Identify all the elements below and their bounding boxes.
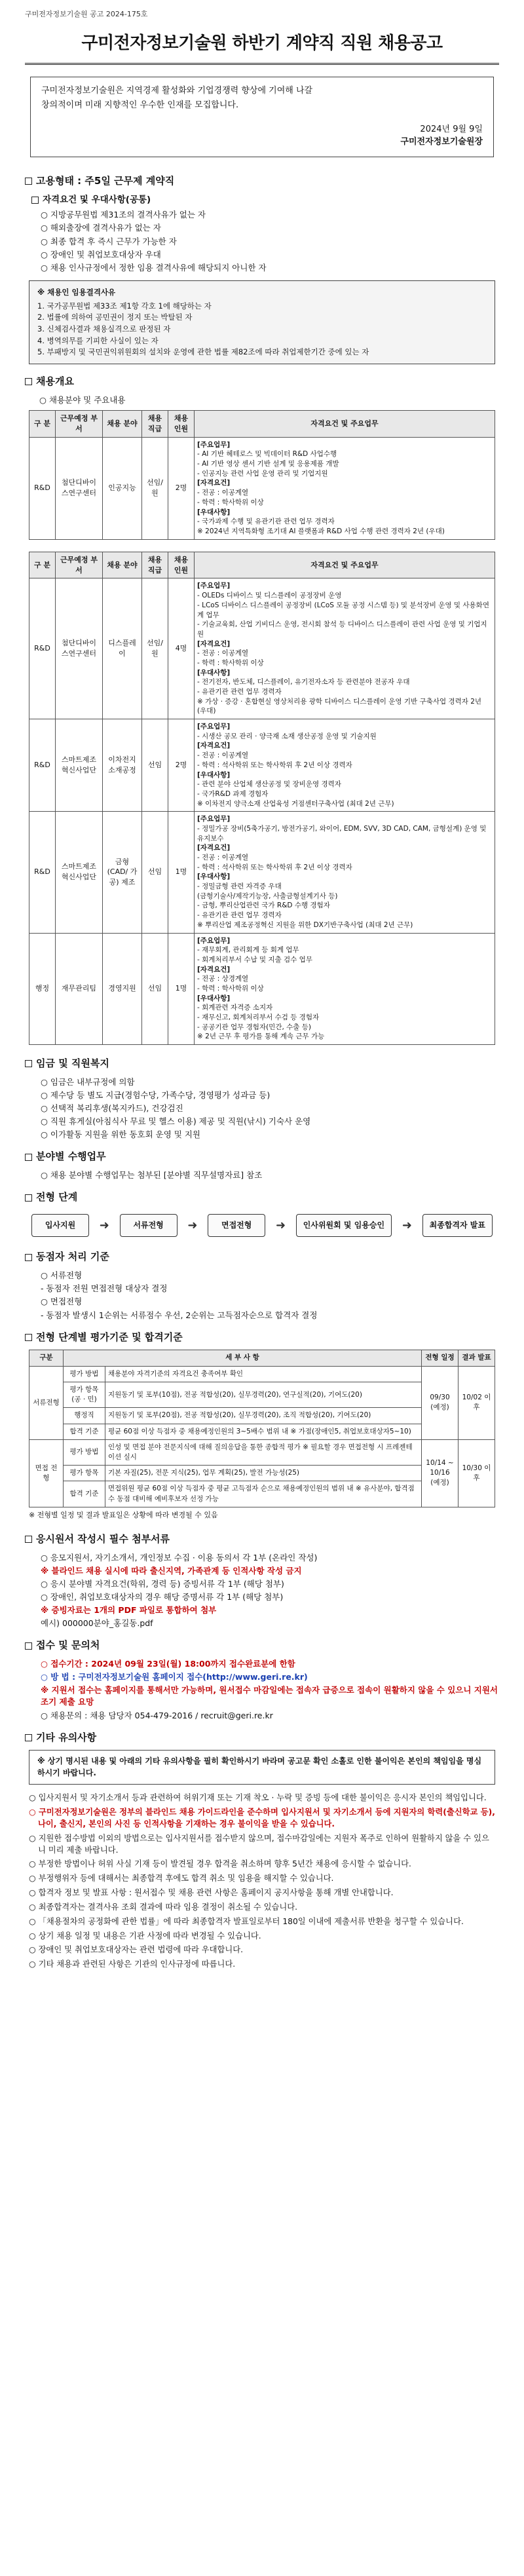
requirement-line: - LCoS 디바이스 디스플레이 공정장비 (LCoS 모듈 공정 시스템 등) 및 분석장비 운영 및 사용화연계 업무 (197, 601, 489, 619)
eval-label: 평가 방법 (64, 1439, 105, 1465)
table-header: 채용 분야 (103, 410, 142, 437)
requirement-line: [우대사항] (197, 508, 231, 516)
cell-gubun: R&D (29, 812, 56, 933)
eval-text: 기본 자질(25), 전문 지식(25), 업무 계획(25), 발전 가능성(25) (105, 1466, 422, 1481)
requirement-line: - AI 기반 헤테로스 및 빅데이터 R&D 사업수행 (197, 450, 337, 459)
cell-requirements (195, 933, 495, 1045)
requirement-line: ※ 2년 근무 후 평가를 통해 계속 근무 가능 (197, 1032, 325, 1041)
cell-count: 2명 (168, 719, 195, 812)
notes-list (29, 1792, 495, 1971)
duties-list (41, 1169, 499, 1181)
process-flow (31, 1214, 493, 1237)
recruit-subtitle: ○ 채용분야 및 주요내용 (39, 394, 126, 405)
requirement-line: [우대사항] (197, 873, 231, 881)
requirement-line: - AI 기반 영상 센서 기반 설계 및 응용제품 개발 (197, 460, 339, 468)
recruit-table-1 (29, 410, 495, 540)
square-bullet-icon (25, 1334, 32, 1341)
requirement-line: [주요업무] (197, 723, 231, 731)
table-header: 전형 일정 (422, 1350, 458, 1366)
cell-grade: 선임/원 (142, 578, 168, 719)
list-item: 2. 법률에 의하여 공민권이 정지 또는 박탈된 자 (37, 313, 193, 322)
list-item: ○ 부정한 방법이나 허위 사실 기재 등이 발견될 경우 합격을 취소하며 향후 5년간 채용에 응시할 수 없습니다. (29, 1859, 411, 1869)
arrow-right-icon: ➜ (402, 1218, 412, 1232)
table-row (29, 933, 495, 1045)
list-item: 예시) 000000분야_홍길동.pdf (41, 1618, 153, 1629)
eval-text: 지원동기 및 포부(10점), 전공 적합성(20), 실무경력(20), 연구실적(20), 기여도(20) (105, 1382, 422, 1407)
requirement-line: [자격요건] (197, 479, 231, 487)
list-item: ○ 선택적 복리후생(복지카드), 건강검진 (41, 1103, 183, 1114)
process-step: 입사지원 (31, 1214, 89, 1237)
list-item: ○ 임금은 내부규정에 의함 (41, 1076, 135, 1087)
documents-list (41, 1552, 499, 1630)
requirement-line: [자격요건] (197, 742, 231, 750)
list-item: ○ 서류전형 (41, 1270, 83, 1281)
requirement-line: - 국가과제 수행 및 유관기관 관련 업무 경력자 (197, 518, 335, 526)
cell-field: 경영지원 (103, 933, 142, 1045)
square-bullet-icon (25, 1254, 32, 1261)
requirement-line: - 전공 : 이공계열 (197, 854, 249, 862)
eval-text: 평균 60점 이상 득점자 중 채용예정인원의 3~5배수 범위 내 ※ 가점(장애인5, 취업보호대상자5~10) (105, 1424, 422, 1439)
requirement-line: - 시생산 공모 관리 · 양극재 소재 생산공정 운영 및 기술지원 (197, 732, 377, 740)
requirement-line: ※ 뿌리산업 제조공정혁신 지원을 위한 DX기반구축사업 (최대 2년 근무) (197, 920, 413, 929)
section-evaluation: 전형 단계별 평가기준 및 합격기준 (25, 1331, 499, 1345)
application-period: ○ 접수기간 : 2024년 09월 23일(월) 18:00까지 접수완료분에 한함 (41, 1659, 295, 1669)
recruit-table-2 (29, 552, 495, 1046)
section-recruit-overview: 채용개요 (25, 375, 499, 389)
eval-text: 면접위원 평균 60점 이상 득점자 중 평균 고득점자 순으로 채용예정인원의 범위 내 ※ 유사분야, 합격점수 동점 대비해 예비후보자 선정 가능 (105, 1481, 422, 1507)
cell-field: 이차전지소재공정 (103, 719, 142, 812)
requirement-line: [자격요건] (197, 639, 231, 648)
list-item: ※ 블라인드 채용 실시에 따라 출신지역, 가족관계 등 인적사항 작성 금지 (41, 1565, 302, 1576)
arrow-right-icon: ➜ (99, 1218, 109, 1232)
cell-field: 디스플레이 (103, 578, 142, 719)
requirement-line: - 기술교육회, 산업 기비디스 운영, 전시회 참석 등 디바이스 디스플레이 관련 사업 운영 및 기업지원 (197, 620, 487, 638)
list-item: ○ 「채용절차의 공정화에 관한 법률」에 따라 최종합격자 발표일로부터 180일 이내에 제출서류 반환을 청구할 수 있습니다. (29, 1916, 464, 1926)
requirement-line: - 전공 : 이공계열 (197, 489, 249, 497)
requirement-line: [주요업무] (197, 815, 231, 824)
square-bullet-icon (25, 1642, 32, 1650)
intro-box (30, 77, 494, 157)
cell-grade: 선임 (142, 812, 168, 933)
requirement-line: - 학력 : 학사학위 이상 (197, 498, 264, 506)
application-list (41, 1658, 499, 1722)
process-step: 최종합격자 발표 (422, 1214, 493, 1237)
cell-count: 1명 (168, 812, 195, 933)
requirement-line: - 전공 : 상경계열 (197, 975, 249, 983)
table-header: 자격요건 및 주요업무 (195, 552, 495, 578)
cell-dept: 재무관리팀 (56, 933, 103, 1045)
square-bullet-icon (25, 378, 32, 385)
eval-label: 행정직 (64, 1408, 105, 1424)
eval-text: 인성 및 면접 분야 전문지식에 대해 질의응답을 통한 종합적 평가 ※ 필요할 경우 면접전형 시 프레젠테이션 실시 (105, 1439, 422, 1465)
list-item: ○ 직원 휴게실(아침식사 무료 및 헬스 이용) 제공 및 직원(낚시) 기숙사 운영 (41, 1116, 311, 1127)
cell-field: 금형 (CAD/ 가공) 제조 (103, 812, 142, 933)
warning-box: ※ 상기 명시된 내용 및 아래의 기타 유의사항을 필히 확인하시기 바라며 공고문 확인 소홀로 인한 불이익은 본인의 책임임을 명심하시기 바랍니다. (29, 1750, 495, 1785)
section-application: 접수 및 문의처 (25, 1638, 499, 1653)
process-step: 인사위원회 및 임용승인 (296, 1214, 392, 1237)
requirement-line: [우대사항] (197, 770, 231, 779)
page-title: 구미전자정보기술원 하반기 계약직 직원 채용공고 (25, 31, 499, 65)
disqualification-note: ※ 채용인 임용결격사유 1. 국가공무원법 제33조 제1항 각호 1에 해당하는 자 2. 법률에 의하여 공민권이 정지 또는 박탈된 자 3. 신체검사결과 채용실격으로 판정된 자 4. 병역의무를 기피한 사실이 있는 자 5. 부패방지 및 국민권익위원회의 설치와 운영에 관한 법률 제82조에 따라 취업제한기간 중에 있는 자 (29, 280, 495, 364)
list-item: ○ 장애인 및 취업보호대상자 우대 (41, 249, 161, 259)
requirement-line: - 회계처리부서 수납 및 지출 검수 업무 (197, 955, 312, 964)
eval-label: 평가 항목 (공 · 민) (64, 1382, 105, 1407)
eval-schedule: 09/30 (예정) (422, 1366, 458, 1439)
list-item: ○ 응시 분야별 자격요건(학위, 경력 등) 증빙서류 각 1부 (해당 첨부) (41, 1578, 284, 1589)
cell-requirements (195, 719, 495, 812)
square-bullet-icon (25, 1536, 32, 1543)
requirement-line: [주요업무] (197, 440, 231, 449)
qualification-list (41, 209, 499, 274)
requirement-line: [우대사항] (197, 668, 231, 677)
list-item: ○ 제수당 등 별도 지급(경험수당, 가족수당, 경영평가 성과금 등) (41, 1089, 271, 1100)
list-item: ○ 이가활동 지원을 위한 동호회 운영 및 지원 (41, 1129, 200, 1140)
list-item: ○ 면접전형 (41, 1297, 83, 1307)
requirement-line: - 금형, 뿌리산업관련 국가 R&D 수행 경험자 (197, 901, 330, 910)
list-item: - 동점자 발생시 1순위는 서류점수 우선, 2순위는 고득점자순으로 합격자 결정 (41, 1310, 318, 1320)
requirement-line: - 관련 분야 산업체 생산공정 및 장비운영 경력자 (197, 780, 341, 789)
requirement-line: (금형기술사/제작기능장, 사출금형설계기사 등) (197, 892, 338, 900)
eval-label: 합격 기준 (64, 1481, 105, 1507)
table-header: 세 부 사 항 (64, 1350, 422, 1366)
list-item: ○ 장애인, 취업보호대상자의 경우 해당 증명서류 각 1부 (해당 첨부) (41, 1591, 284, 1602)
requirement-line: ※ 가상 · 증강 · 혼합현실 영상처리용 광학 디바이스 디스플레이 운영 기반 구축사업 경력자 2년 (우대) (197, 697, 482, 715)
list-item: 4. 병역의무를 기피한 사실이 있는 자 (37, 335, 159, 345)
doc-code: 구미전자정보기술원 공고 2024-175호 (25, 10, 148, 18)
square-bullet-icon (25, 178, 32, 185)
cell-gubun: R&D (29, 719, 56, 812)
list-item: - 동점자 전원 면접전형 대상자 결정 (41, 1283, 168, 1294)
arrow-right-icon: ➜ (187, 1218, 198, 1232)
requirement-line: - 학력 : 석사학위 또는 학사학위 후 2년 이상 경력자 (197, 863, 352, 871)
requirement-line: - OLEDs 디바이스 및 디스플레이 공정장비 운영 (197, 592, 342, 600)
table-header: 채용 인원 (168, 552, 195, 578)
table-header: 채용 분야 (103, 552, 142, 578)
requirement-line: - 전공 : 이공계열 (197, 751, 249, 760)
square-bullet-icon (25, 1154, 32, 1161)
requirement-line: - 공공기관 업무 경험자(민간, 수출 등) (197, 1023, 312, 1031)
list-item: ○ 상기 채용 일정 및 내용은 기관 사정에 따라 변경될 수 있습니다. (29, 1931, 261, 1941)
contact-info: ○ 채용문의 : 채용 담당자 054-479-2016 / recruit@geri.re.kr (41, 1710, 273, 1720)
requirement-line: ※ 2024년 지역특화형 조기대 AI 플랫폼과 R&D 사업 수행 관련 경력자 2년 (우대) (197, 527, 445, 535)
table-header: 구 분 (29, 410, 56, 437)
cell-gubun: R&D (29, 437, 56, 539)
requirement-line: - 회계관련 자격증 소지자 (197, 1004, 273, 1012)
square-bullet-icon (25, 1194, 32, 1202)
requirement-line: - 유관기관 관련 업무 경력자 (197, 911, 282, 920)
section-tie-break: 동점자 처리 기준 (25, 1250, 499, 1264)
arrow-right-icon: ➜ (275, 1218, 286, 1232)
cell-gubun: 행정 (29, 933, 56, 1045)
eval-label: 합격 기준 (64, 1424, 105, 1439)
list-item: ○ 채용 분야별 수행업무는 첨부된 [분야별 직무설명자료] 참조 (41, 1170, 263, 1181)
requirement-line: [주요업무] (197, 936, 231, 945)
eval-text: 채용분야 자격기준의 자격요건 충족여부 확인 (105, 1366, 422, 1382)
eval-label: 평가 방법 (64, 1366, 105, 1382)
cell-dept: 스마트제조혁신사업단 (56, 812, 103, 933)
list-item: ○ 응모지원서, 자기소개서, 개인정보 수집 · 이용 동의서 각 1부 (온라인 작성) (41, 1552, 318, 1563)
requirement-line: [우대사항] (197, 994, 231, 1002)
list-item: ○ 해외출장에 결격사유가 없는 자 (41, 223, 161, 233)
cell-field: 인공지능 (103, 437, 142, 539)
requirement-line: - 전기전자, 반도체, 디스플레이, 유기전자소자 등 관련분야 전공자 우대 (197, 678, 410, 687)
eval-result: 10/30 이후 (458, 1439, 495, 1507)
section-documents: 응시원서 작성시 필수 첨부서류 (25, 1532, 499, 1547)
requirement-line: - 국가R&D 과제 경험자 (197, 789, 269, 798)
cell-count: 4명 (168, 578, 195, 719)
eval-stage: 면접 전형 (29, 1439, 64, 1507)
list-item: ○ 채용 인사규정에서 정한 임용 결격사유에 해당되지 아니한 자 (41, 262, 267, 273)
list-item: 5. 부패방지 및 국민권익위원회의 설치와 운영에 관한 법률 제82조에 따라 취업제한기간 중에 있는 자 (37, 347, 369, 357)
cell-dept: 스마트제조혁신사업단 (56, 719, 103, 812)
requirement-line: - 재무신고, 회계처리부서 수검 등 경험자 (197, 1013, 320, 1022)
table-header: 구분 (29, 1350, 64, 1366)
section-notes: 기타 유의사항 (25, 1731, 499, 1745)
benefits-list (41, 1076, 499, 1141)
requirement-line: - 학력 : 학사학위 이상 (197, 658, 264, 667)
list-item: ○ 부정행위자 등에 대해서는 최종합격 후에도 합격 취소 및 임용을 해지할 수 있습니다. (29, 1874, 334, 1884)
section-process: 전형 단계 (25, 1190, 499, 1205)
intro-org: 구미전자정보기술원장 (400, 137, 483, 147)
table-row (29, 578, 495, 719)
list-item: ○ 최종합격자는 결격사유 조회 결과에 따라 임용 결정이 취소될 수 있습니다. (29, 1902, 298, 1912)
section-salary-benefits: 임금 및 직원복지 (25, 1057, 499, 1071)
cell-dept: 첨단디바이스연구센터 (56, 437, 103, 539)
cell-grade: 선임 (142, 719, 168, 812)
eval-schedule: 10/14 ~ 10/16 (예정) (422, 1439, 458, 1507)
requirement-line: [주요업무] (197, 582, 231, 590)
table-header: 근무예정 부서 (56, 410, 103, 437)
intro-line: 창의적이며 미래 지향적인 우수한 인재를 모집합니다. (41, 100, 239, 111)
tie-break-list (41, 1270, 499, 1321)
list-item: 1. 국가공무원법 제33조 제1항 각호 1에 해당하는 자 (37, 301, 212, 311)
list-item: ○ 최종 합격 후 즉시 근무가 가능한 자 (41, 236, 177, 246)
table-row (29, 437, 495, 539)
eval-result: 10/02 이후 (458, 1366, 495, 1439)
application-method-link[interactable]: ○ 방 법 : 구미전자정보기술원 홈페이지 접수(http://www.geri.re.kr) (41, 1672, 308, 1682)
square-bullet-icon (31, 197, 39, 204)
square-bullet-icon (25, 1734, 32, 1741)
requirement-line: ※ 이차전지 양극소재 산업육성 거점센터구축사업 (최대 2년 근무) (197, 799, 394, 808)
evaluation-footnote: ※ 전형별 일정 및 결과 발표일은 상황에 따라 변경될 수 있음 (29, 1510, 218, 1519)
requirement-line: - 유관기관 관련 업무 경력자 (197, 688, 282, 696)
requirement-line: - 전공 : 이공계열 (197, 649, 249, 658)
section-duties: 분야별 수행업무 (25, 1150, 499, 1164)
cell-count: 2명 (168, 437, 195, 539)
cell-gubun: R&D (29, 578, 56, 719)
cell-requirements (195, 578, 495, 719)
eval-stage: 서류전형 (29, 1366, 64, 1439)
process-step: 면접전형 (208, 1214, 265, 1237)
intro-line: 구미전자정보기술원은 지역경제 활성화와 기업경쟁력 향상에 기여해 나갈 (41, 85, 313, 96)
cell-requirements (195, 437, 495, 539)
requirement-line: - 학력 : 학사학위 이상 (197, 984, 264, 993)
requirement-line: - 정밀가공 장비(5축가공기, 방전가공기, 와이어, EDM, SVV, 3D CAD, CAM, 금형설계) 운영 및 유지보수 (197, 824, 487, 843)
process-step: 서류전형 (120, 1214, 178, 1237)
eval-label: 평가 항목 (64, 1466, 105, 1481)
list-item: ○ 구미전자정보기술원은 정부의 블라인드 채용 가이드라인을 준수하며 입사지원서 및 자기소개서 등에 지원자의 학력(출신학교 등), 나이, 출신지, 본인의 사진 등 인적사항을 기재하는 경우 불이익을 받을 수 있습니다. (29, 1808, 495, 1828)
table-header: 채용 직급 (142, 410, 168, 437)
evaluation-table (29, 1350, 495, 1520)
requirement-line: - 재무회계, 관리회계 등 회계 업무 (197, 946, 299, 955)
cell-count: 1명 (168, 933, 195, 1045)
requirement-line: - 인공지능 관련 사업 운영 관리 및 기업지원 (197, 469, 328, 478)
table-row (29, 812, 495, 933)
list-item: ○ 지원한 접수방법 이외의 방법으로는 입사지원서를 접수받지 않으며, 접수마감일에는 지원자 폭주로 인하여 원활하지 않을 수 있으니 미리 제출 바랍니다. (29, 1833, 489, 1855)
requirement-line: [자격요건] (197, 965, 231, 974)
list-item: ※ 지원서 접수는 홈페이지를 통해서만 가능하며, 원서접수 마감일에는 접속자 급증으로 접속이 원활하지 않을 수 있으니 지원서 조기 제출 요망 (41, 1685, 498, 1707)
intro-date: 2024년 9월 9일 (420, 124, 483, 135)
list-item: ○ 기타 채용과 관련된 사항은 기관의 인사규정에 따릅니다. (29, 1960, 236, 1969)
eval-text: 지원동기 및 포부(20점), 전공 적합성(20), 실무경력(20), 조직 적합성(20), 기여도(20) (105, 1408, 422, 1424)
cell-requirements (195, 812, 495, 933)
list-item: ※ 증빙자료는 1개의 PDF 파일로 통합하여 첨부 (41, 1605, 217, 1616)
requirement-line: [자격요건] (197, 844, 231, 852)
list-item: ○ 지방공무원법 제31조의 결격사유가 없는 자 (41, 210, 206, 220)
table-header: 자격요건 및 주요업무 (195, 410, 495, 437)
cell-grade: 선임 (142, 933, 168, 1045)
cell-dept: 첨단디바이스연구센터 (56, 578, 103, 719)
section-employment-type: 고용형태 : 주5일 근무제 계약직 (25, 174, 499, 189)
table-header: 근무예정 부서 (56, 552, 103, 578)
list-item: 3. 신체검사결과 채용실격으로 판정된 자 (37, 324, 171, 333)
table-header: 구 분 (29, 552, 56, 578)
list-item: ○ 입사지원서 및 자기소개서 등과 관련하여 허위기재 또는 기재 착오 · 누락 및 증빙 등에 대한 불이익은 응시자 본인의 책임입니다. (29, 1793, 487, 1803)
section-qualifications: 자격요건 및 우대사항(공통) (31, 194, 499, 207)
requirement-line: - 정밀금형 관련 자격증 우대 (197, 882, 282, 891)
table-header: 채용 직급 (142, 552, 168, 578)
list-item: ○ 장애인 및 취업보호대상자는 관련 법령에 따라 우대합니다. (29, 1945, 244, 1955)
list-item: ○ 합격자 정보 및 발표 사항 : 원서접수 및 채용 관련 사항은 홈페이지 공지사항을 통해 개별 안내합니다. (29, 1888, 394, 1898)
table-header: 채용 인원 (168, 410, 195, 437)
table-row (29, 719, 495, 812)
square-bullet-icon (25, 1060, 32, 1067)
cell-grade: 선임/원 (142, 437, 168, 539)
requirement-line: - 학력 : 석사학위 또는 학사학위 후 2년 이상 경력자 (197, 761, 352, 769)
table-header: 결과 발표 (458, 1350, 495, 1366)
